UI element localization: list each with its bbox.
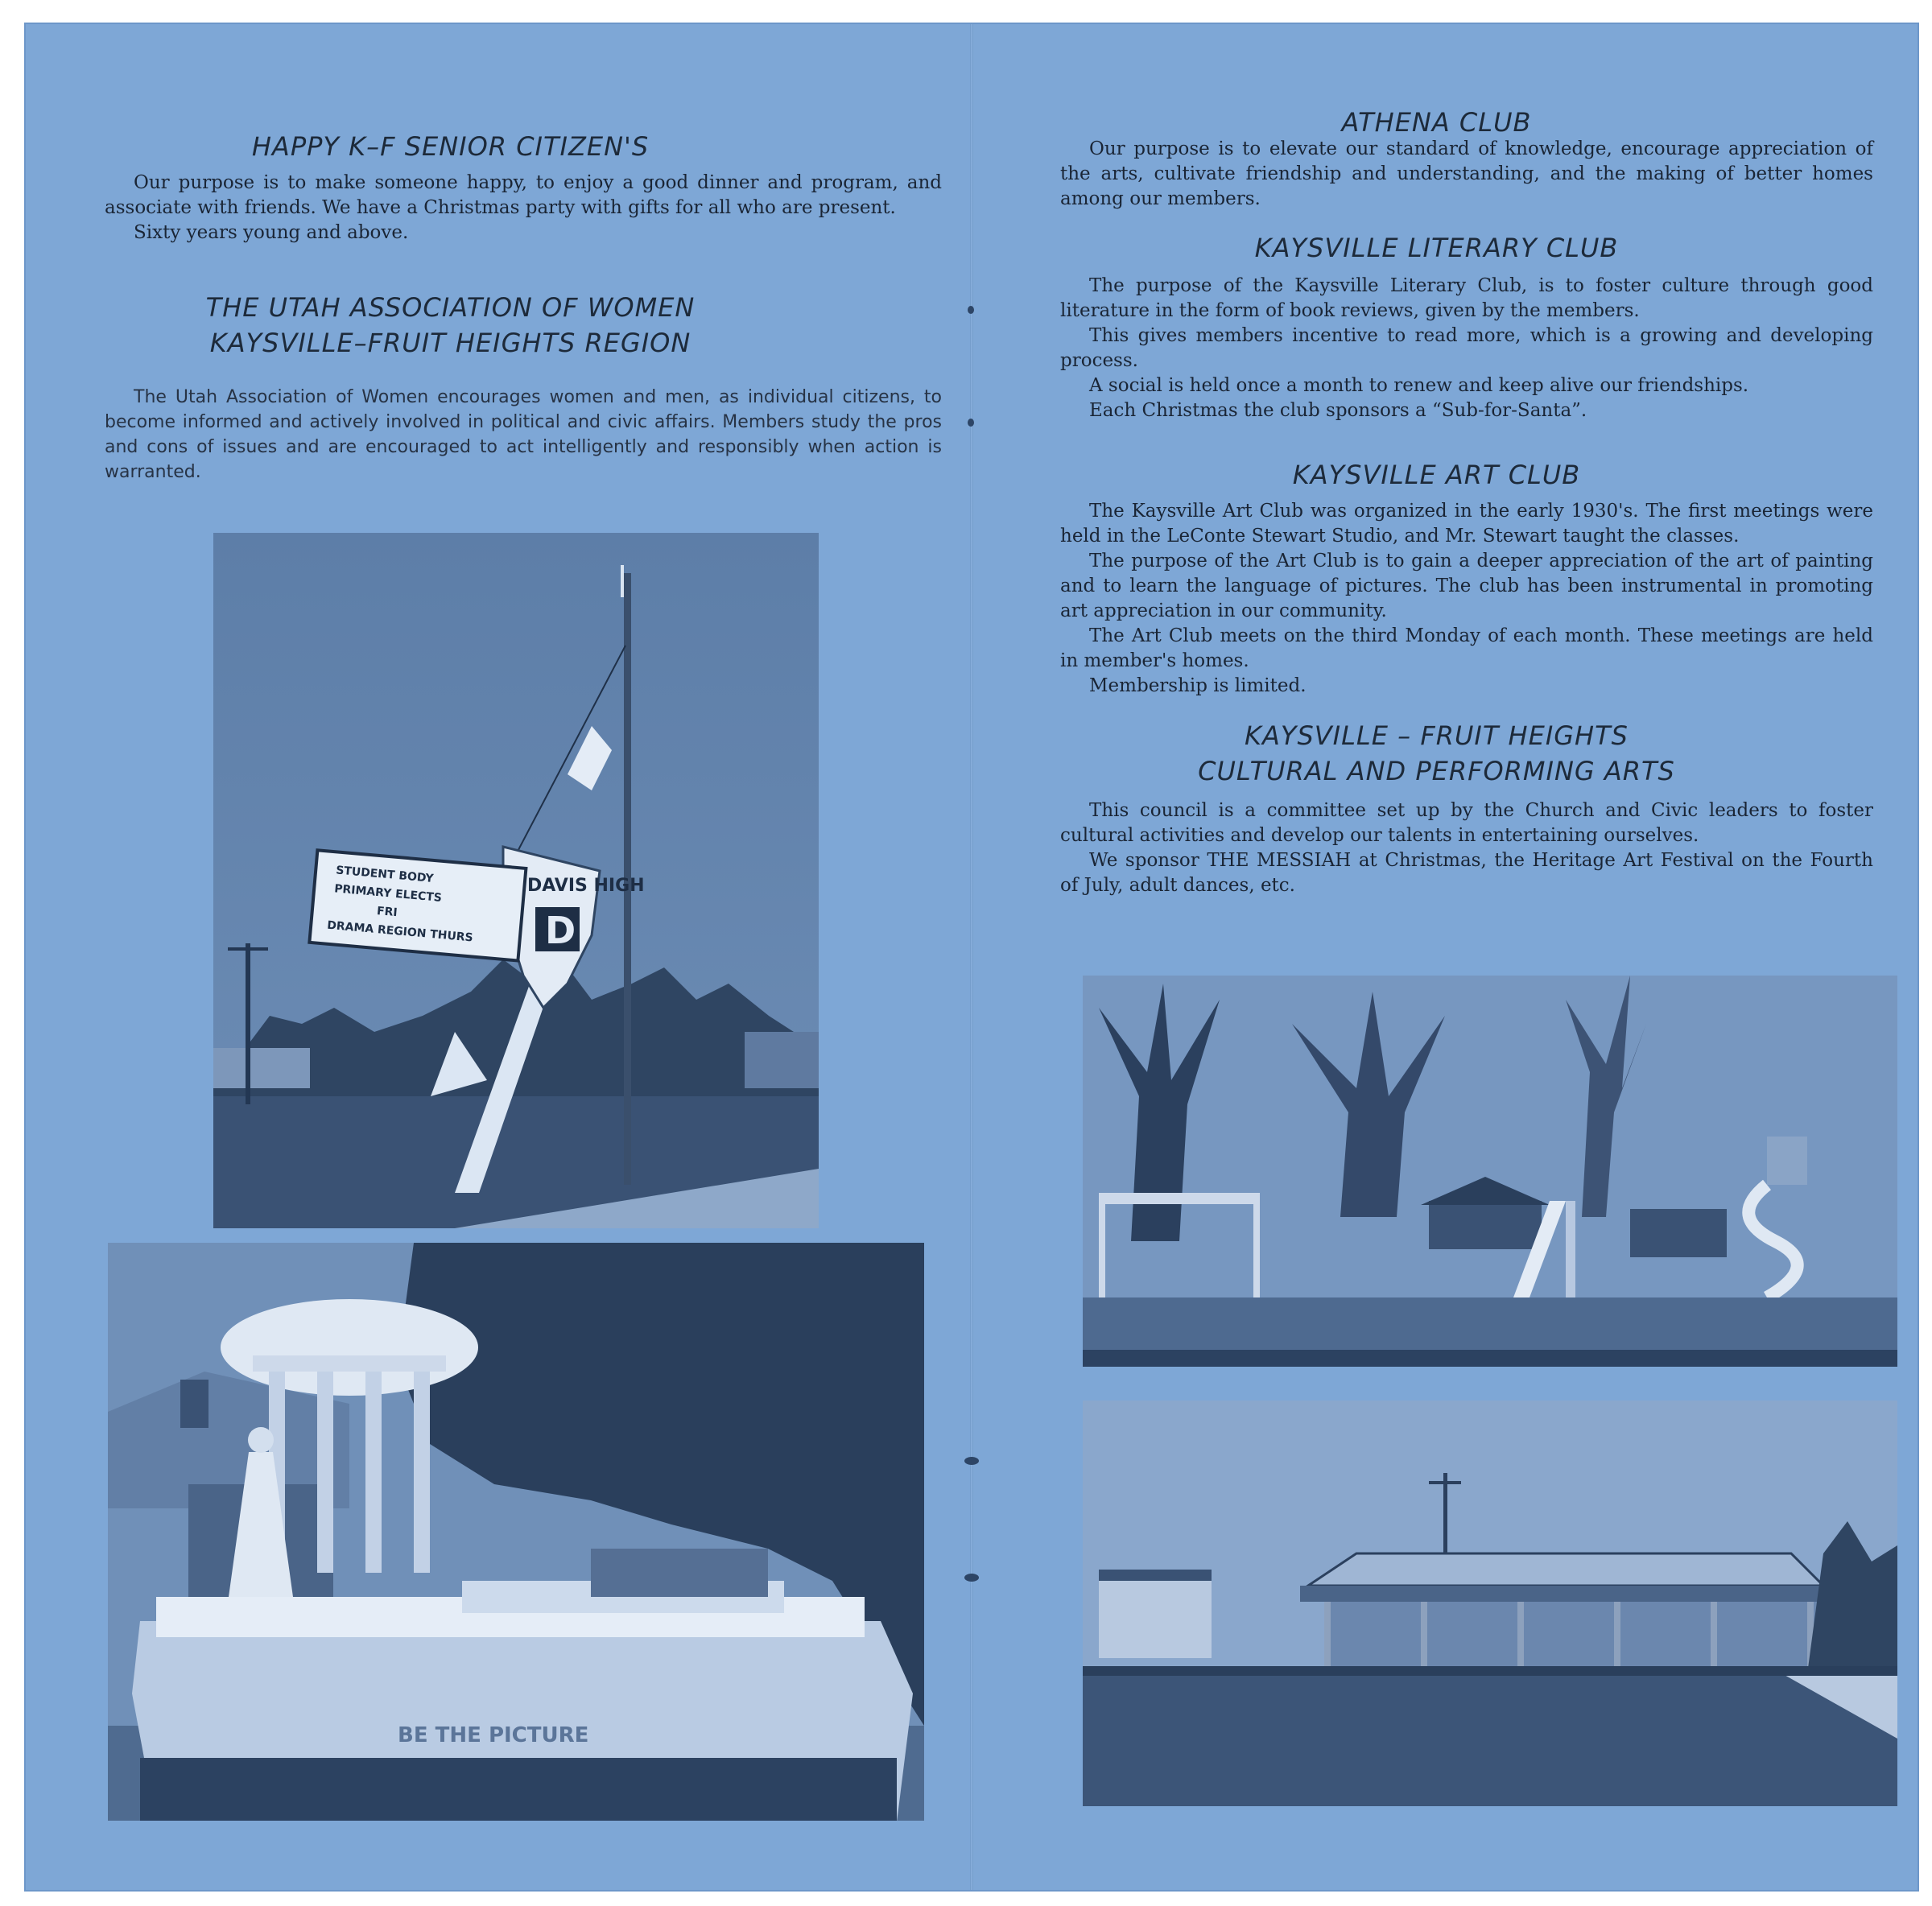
literary-club-paragraph-2: This gives members incentive to read more, which is a growing and developing process. (1060, 325, 1873, 371)
senior-citizens-paragraph-1: Our purpose is to make someone happy, to enjoy a good dinner and program, and associate with friends. We have a Christmas party with gifts for all who are present. (105, 172, 942, 218)
literary-club-heading: KAYSVILLE LITERARY CLUB (1254, 233, 1619, 263)
sign-name-text: DAVIS HIGH (527, 876, 645, 896)
cultural-arts-heading-line-1: KAYSVILLE – FRUIT HEIGHTS (1245, 720, 1629, 751)
utah-women-paragraph-1: The Utah Association of Women encourages women and men, as individual citizens, to become informed and actively involved in political and civic affairs. Members study the pros and cons of issues and are encouraged to act intelligently and responsibly when action is warranted. (105, 387, 942, 482)
athena-club-heading: ATHENA CLUB (1341, 107, 1532, 138)
marquee-line-3: FRI (376, 905, 398, 920)
athena-club-text (1060, 137, 1873, 212)
right-page (972, 24, 1918, 1890)
utah-women-heading-line-1: THE UTAH ASSOCIATION OF WOMEN (205, 292, 696, 323)
art-club-paragraph-3: The Art Club meets on the third Monday of each month. These meetings are held in member's homes. (1060, 625, 1873, 671)
literary-club-paragraph-1: The purpose of the Kaysville Literary Club, is to foster culture through good literature in the form of book reviews, given by the members. (1060, 275, 1873, 321)
cultural-arts-heading-line-2: CULTURAL AND PERFORMING ARTS (1198, 756, 1675, 786)
utah-women-text (105, 385, 942, 485)
playground-photo (1083, 976, 1897, 1367)
booklet-spread (24, 23, 1919, 1892)
senior-citizens-paragraph-2: Sixty years young and above. (134, 222, 409, 243)
davis-high-sign-photo (213, 533, 819, 1228)
pavilion-photo (1083, 1401, 1897, 1806)
art-club-paragraph-4: Membership is limited. (1089, 675, 1307, 696)
art-club-paragraph-2: The purpose of the Art Club is to gain a deeper appreciation of the art of painting and to learn the language of pictures. The club has been instrumental in promoting art appreciation in our community. (1060, 551, 1873, 621)
marquee-line-4: DRAMA REGION THURS (326, 918, 474, 945)
float-banner-text: BE THE PICTURE (398, 1723, 589, 1747)
cultural-arts-paragraph-1: This council is a committee set up by the Church and Civic leaders to foster cultural activities and develop our talents in entertaining ourselves. (1060, 800, 1873, 846)
literary-club-text (1060, 274, 1873, 423)
art-club-heading: KAYSVILLE ART CLUB (1292, 460, 1581, 490)
literary-club-paragraph-4: Each Christmas the club sponsors a “Sub-for-Santa”. (1089, 400, 1587, 421)
utah-women-heading-line-2: KAYSVILLE–FRUIT HEIGHTS REGION (209, 328, 691, 358)
senior-citizens-text (105, 171, 942, 245)
marquee-line-1: STUDENT BODY (335, 864, 435, 885)
art-club-text (1060, 499, 1873, 699)
cultural-arts-text (1060, 798, 1873, 898)
sign-letter-text: D (545, 909, 576, 952)
senior-citizens-heading: HAPPY K–F SENIOR CITIZEN'S (251, 131, 650, 162)
art-club-paragraph-1: The Kaysville Art Club was organized in the early 1930's. The first meetings were held in the LeConte Stewart Studio, and Mr. Stewart taught the classes. (1060, 501, 1873, 547)
marquee-line-2: PRIMARY ELECTS (333, 882, 443, 905)
cultural-arts-paragraph-2: We sponsor THE MESSIAH at Christmas, the Heritage Art Festival on the Fourth of July, adult dances, etc. (1060, 850, 1873, 896)
left-page (26, 24, 972, 1890)
parade-float-photo (108, 1243, 924, 1821)
athena-club-paragraph-1: Our purpose is to elevate our standard of knowledge, encourage appreciation of the arts, cultivate friendship and understanding, and the making of better homes among our members. (1060, 138, 1873, 209)
literary-club-paragraph-3: A social is held once a month to renew and keep alive our friendships. (1089, 375, 1749, 396)
